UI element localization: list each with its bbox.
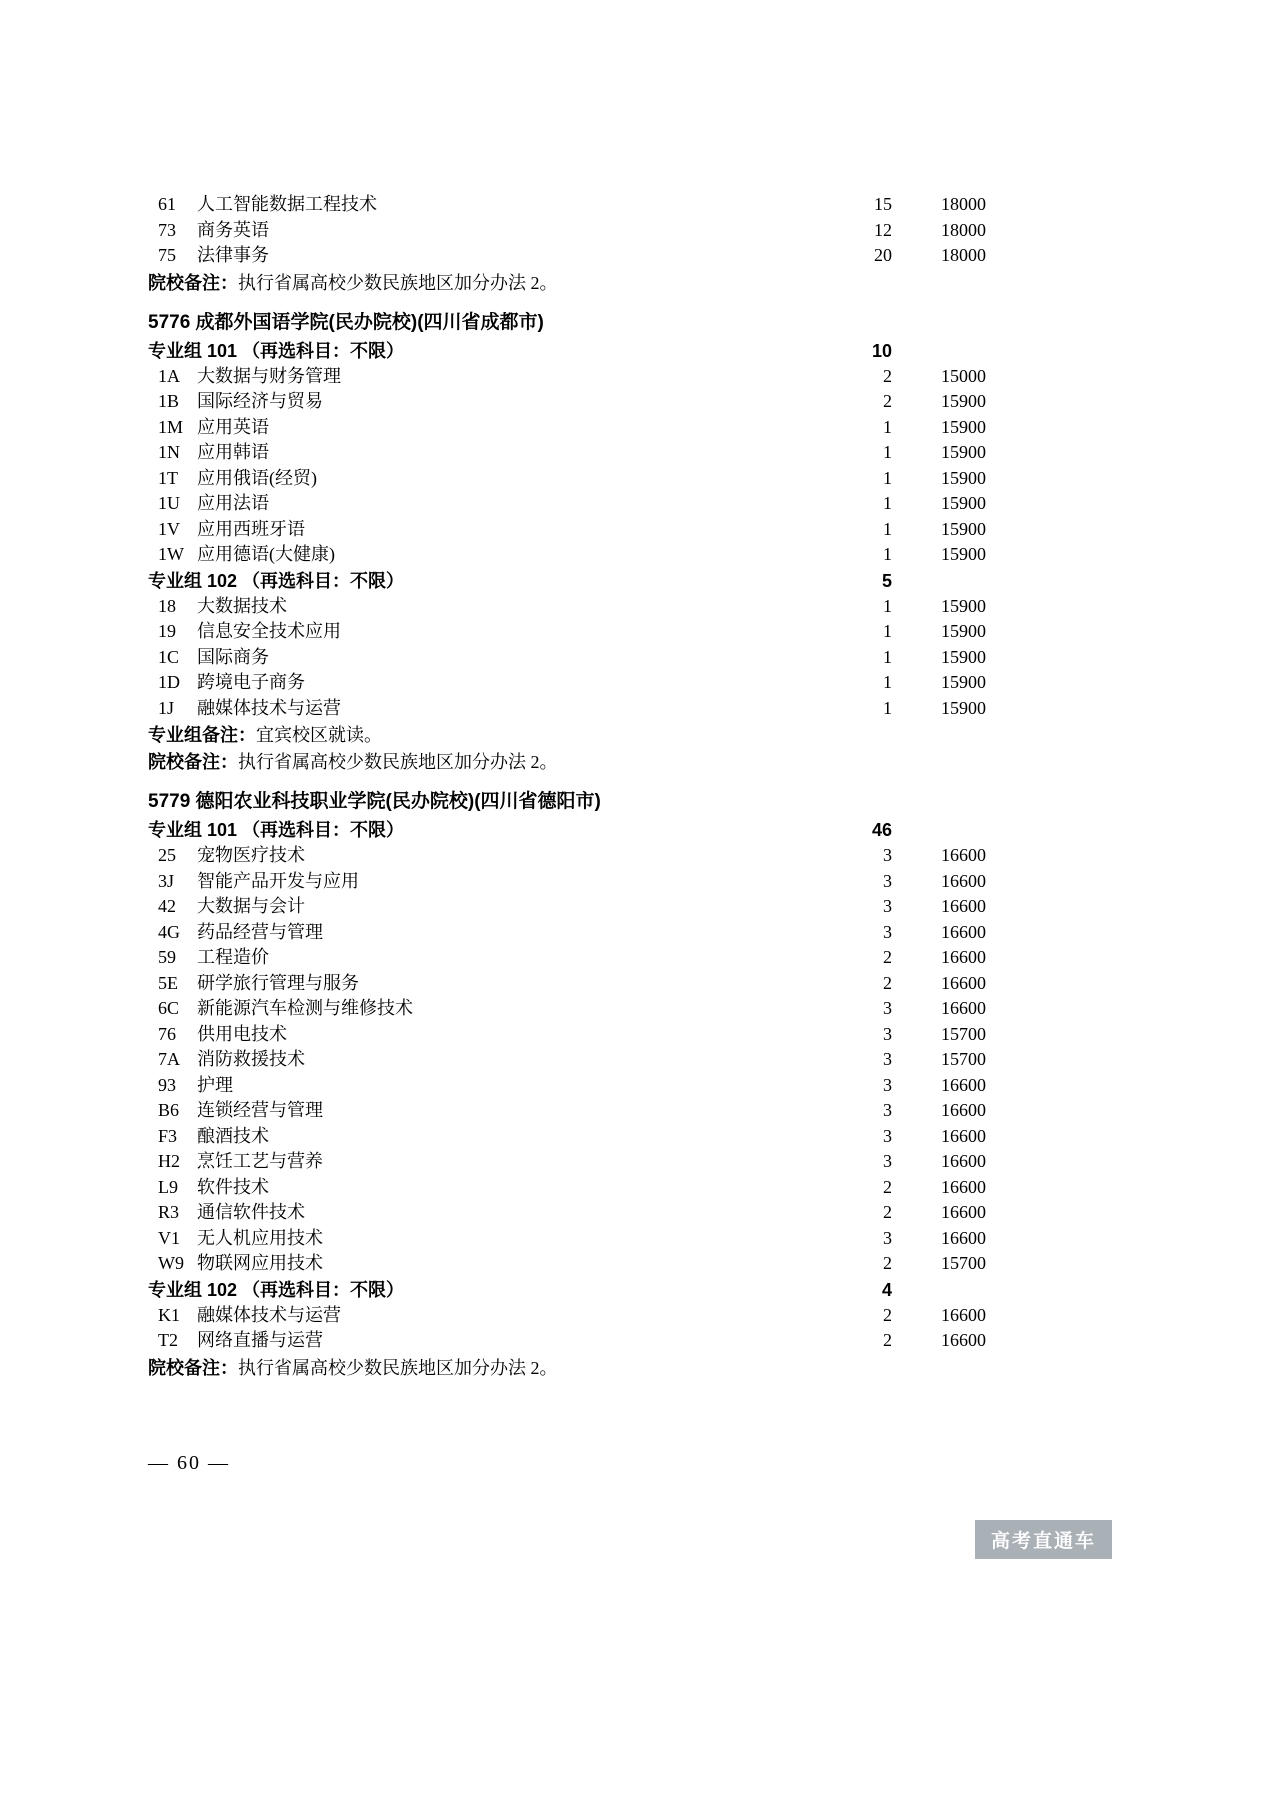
major-code: 4G [158,921,180,942]
major-code: 1N [158,442,180,462]
tuition-fee: 18000 [941,194,986,214]
tuition-fee: 16600 [941,896,986,916]
plan-count: 20 [874,245,892,265]
plan-count: 2 [883,1176,892,1197]
major-row [148,920,986,946]
major-code: 1U [158,493,180,513]
major-row [148,670,986,696]
major-row [148,1149,986,1175]
major-row [148,1022,986,1048]
major-code: B6 [158,1100,180,1120]
plan-count: 1 [883,646,892,667]
major-code: K1 [158,1304,180,1325]
major-row [148,894,986,920]
major-row [148,243,986,269]
major-name: 新能源汽车检测与维修技术 [197,998,413,1018]
plan-count: 3 [883,1049,892,1069]
major-name: 国际经济与贸易 [197,391,323,411]
tuition-fee: 16600 [941,1176,986,1197]
major-row [148,843,986,869]
tuition-fee: 15900 [941,467,986,488]
major-code: 1C [158,646,180,667]
major-name: 通信软件技术 [197,1202,305,1222]
plan-count: 1 [883,518,892,539]
tuition-fee: 18000 [941,219,986,240]
group-plan-count: 5 [881,570,892,591]
major-code: 76 [158,1023,176,1044]
plan-count: 12 [874,219,892,240]
tuition-fee: 15900 [941,518,986,539]
major-row [148,517,986,543]
major-name: 药品经营与管理 [197,921,323,942]
major-code: 1A [158,365,180,386]
major-name: 宠物医疗技术 [197,845,305,865]
major-name: 跨境电子商务 [197,672,305,692]
major-code: 42 [158,896,176,916]
tuition-fee: 15900 [941,646,986,667]
major-row [148,218,986,244]
major-row [148,1124,986,1150]
plan-count: 3 [883,1227,892,1248]
tuition-fee: 16600 [941,1304,986,1325]
plan-count: 2 [883,972,892,993]
group-plan-count: 10 [871,340,892,361]
plan-count: 3 [883,921,892,942]
tuition-fee: 15900 [941,442,986,462]
major-name: 应用英语 [197,416,269,437]
major-row [148,440,986,466]
tuition-fee: 16600 [941,1100,986,1120]
major-name: 应用俄语(经贸) [197,467,317,488]
major-name: 消防救援技术 [197,1049,305,1069]
major-row [148,594,986,620]
group-title: 专业组 102 （再选科目：不限） [148,1279,405,1300]
major-code: 1D [158,672,180,692]
major-row [148,619,986,645]
plan-count: 2 [883,1330,892,1350]
plan-count: 3 [883,896,892,916]
tuition-fee: 15900 [941,391,986,411]
page-number: — 60 — [148,1452,230,1474]
tuition-fee: 15700 [941,1023,986,1044]
major-name: 国际商务 [197,646,269,667]
tuition-fee: 16600 [941,1330,986,1350]
tuition-fee: 16600 [941,1074,986,1095]
tuition-fee: 16600 [941,845,986,865]
tuition-fee: 15900 [941,595,986,616]
plan-count: 15 [874,194,892,214]
major-name: 商务英语 [197,219,269,240]
major-row [148,971,986,997]
major-name: 应用法语 [197,493,269,513]
tuition-fee: 16600 [941,1151,986,1171]
major-row [148,1200,986,1226]
major-row [148,1251,986,1277]
major-code: 5E [158,972,178,993]
plan-count: 1 [883,493,892,513]
major-name: 大数据与财务管理 [197,365,341,386]
plan-count: 3 [883,1151,892,1171]
major-group-header [148,1277,986,1303]
plan-count: 1 [883,672,892,692]
major-group-header [148,338,986,364]
tuition-fee: 15900 [941,697,986,718]
plan-count: 2 [883,1304,892,1325]
tuition-fee: 15700 [941,1253,986,1273]
major-row [148,364,986,390]
plan-count: 1 [883,467,892,488]
major-name: 物联网应用技术 [197,1253,323,1273]
major-name: 融媒体技术与运营 [197,1304,341,1325]
major-code: 18 [158,595,176,616]
tuition-fee: 16600 [941,921,986,942]
plan-count: 3 [883,998,892,1018]
major-name: 应用韩语 [197,442,269,462]
plan-count: 3 [883,1125,892,1146]
plan-count: 3 [883,870,892,891]
major-code: L9 [158,1176,178,1197]
major-name: 大数据技术 [197,595,287,616]
major-name: 应用西班牙语 [197,518,305,539]
plan-count: 1 [883,442,892,462]
major-group-header [148,817,986,843]
plan-count: 2 [883,391,892,411]
plan-count: 3 [883,1074,892,1095]
major-code: 1M [158,416,184,437]
plan-count: 1 [883,621,892,641]
plan-count: 2 [883,365,892,386]
note-row [148,1355,986,1381]
group-plan-count: 46 [871,820,892,840]
major-row [148,1098,986,1124]
major-row [148,1226,986,1252]
tuition-fee: 16600 [941,998,986,1018]
major-row [148,415,986,441]
note-label: 专业组备注： [148,725,256,745]
tuition-fee: 15900 [941,416,986,437]
major-code: 6C [158,998,180,1018]
plan-count: 2 [883,1202,892,1222]
major-name: 信息安全技术应用 [197,621,341,641]
plan-count: 1 [883,544,892,564]
major-name: 供用电技术 [197,1023,287,1044]
tuition-fee: 16600 [941,1202,986,1222]
major-name: 烹饪工艺与营养 [197,1151,323,1171]
group-title: 专业组 101 （再选科目：不限） [148,340,405,361]
college-header: 5776 成都外国语学院(民办院校)(四川省成都市) [148,311,544,333]
tuition-fee: 15900 [941,672,986,692]
major-row [148,996,986,1022]
major-code: T2 [158,1330,178,1350]
group-title: 专业组 102 （再选科目：不限） [148,570,405,591]
tuition-fee: 15000 [941,365,986,386]
group-title: 专业组 101 （再选科目：不限） [148,820,405,840]
major-row [148,645,986,671]
major-code: 25 [158,845,176,865]
major-name: 连锁经营与管理 [197,1100,323,1120]
major-code: 1J [158,697,175,718]
major-row [148,696,986,722]
major-name: 酿酒技术 [197,1125,269,1146]
note-label: 院校备注： [148,752,238,772]
plan-table [148,192,986,1382]
major-code: W9 [158,1253,184,1273]
plan-count: 3 [883,1100,892,1120]
major-name: 应用德语(大健康) [197,544,335,564]
tuition-fee: 16600 [941,870,986,891]
major-row [148,1073,986,1099]
major-code: R3 [158,1202,180,1222]
plan-count: 3 [883,1023,892,1044]
major-name: 智能产品开发与应用 [197,870,359,891]
plan-count: 2 [883,1253,892,1273]
tuition-fee: 15700 [941,1049,986,1069]
major-name: 无人机应用技术 [197,1227,323,1248]
note-row [148,722,986,748]
tuition-fee: 15900 [941,544,986,564]
major-code: 19 [158,621,176,641]
note-row [148,749,986,775]
major-row [148,869,986,895]
note-text: 执行省属高校少数民族地区加分办法 2。 [238,272,558,293]
major-code: 1T [158,467,178,488]
major-code: V1 [158,1227,180,1248]
major-row [148,1047,986,1073]
major-row [148,491,986,517]
major-row [148,542,986,568]
major-code: 1B [158,391,180,411]
major-row [148,1328,986,1354]
tuition-fee: 16600 [941,947,986,967]
major-code: 73 [158,219,176,240]
major-row [148,389,986,415]
plan-count: 1 [883,697,892,718]
plan-count: 1 [883,416,892,437]
major-name: 法律事务 [197,245,269,265]
major-code: 7A [158,1049,180,1069]
tuition-fee: 16600 [941,1125,986,1146]
tuition-fee: 16600 [941,1227,986,1248]
major-row [148,466,986,492]
note-label: 院校备注： [148,272,238,293]
note-row [148,270,986,296]
note-label: 院校备注： [148,1357,238,1378]
note-text: 执行省属高校少数民族地区加分办法 2。 [238,752,558,772]
tuition-fee: 16600 [941,972,986,993]
major-name: 护理 [197,1074,233,1095]
major-code: F3 [158,1125,178,1146]
major-code: H2 [158,1151,180,1171]
major-row [148,1175,986,1201]
note-text: 执行省属高校少数民族地区加分办法 2。 [238,1357,558,1378]
major-name: 人工智能数据工程技术 [197,194,377,214]
major-row [148,192,986,218]
college-header: 5779 德阳农业科技职业学院(民办院校)(四川省德阳市) [148,791,601,812]
major-code: 61 [158,194,176,214]
note-text: 宜宾校区就读。 [256,725,382,745]
major-row [148,1303,986,1329]
watermark-badge: 高考直通车 [975,1520,1112,1559]
major-code: 3J [158,870,175,891]
plan-count: 2 [883,947,892,967]
major-code: 1W [158,544,184,564]
major-name: 软件技术 [197,1176,269,1197]
plan-count: 1 [883,595,892,616]
major-name: 工程造价 [197,947,269,967]
major-group-header [148,568,986,594]
plan-count: 3 [883,845,892,865]
major-code: 75 [158,245,176,265]
major-code: 59 [158,947,176,967]
major-name: 大数据与会计 [197,896,305,916]
tuition-fee: 15900 [941,621,986,641]
major-name: 网络直播与运营 [197,1330,323,1350]
major-name: 研学旅行管理与服务 [197,972,359,993]
major-row [148,945,986,971]
tuition-fee: 15900 [941,493,986,513]
major-code: 1V [158,518,180,539]
tuition-fee: 18000 [941,245,986,265]
major-name: 融媒体技术与运营 [197,697,341,718]
group-plan-count: 4 [881,1279,892,1300]
major-code: 93 [158,1074,176,1095]
